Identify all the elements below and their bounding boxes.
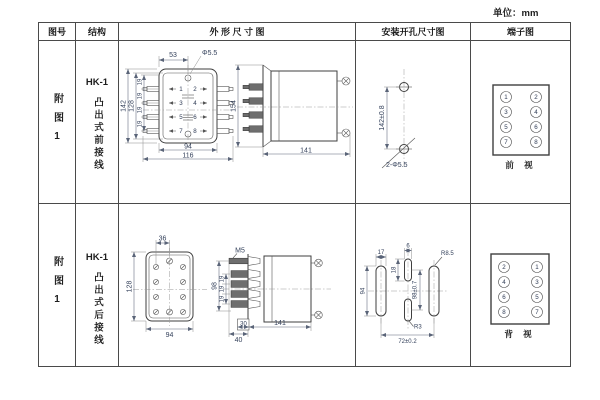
terminal-5: 5 [179, 114, 183, 122]
radius-outer: R8.5 [441, 251, 454, 257]
terminal-6: 6 [193, 114, 197, 122]
term-num: 6 [502, 294, 506, 302]
dim-142-tol: 142±0.8 [379, 105, 386, 131]
dim-pitch: 19 [219, 285, 226, 293]
term-num: 8 [534, 139, 538, 147]
terminal-7: 7 [179, 128, 183, 136]
spec-table [38, 22, 571, 367]
row2-structure-cell [76, 204, 119, 366]
row2-figure-no-cell [39, 204, 76, 366]
dim-30: 30 [240, 321, 247, 328]
term-num: 5 [535, 294, 539, 302]
row1-terminal-diagram [471, 41, 569, 203]
dim-94: 94 [360, 287, 367, 295]
row1-outline-drawing [119, 41, 355, 203]
header-figure-no: 图号 [39, 23, 76, 41]
dim-154: 154 [230, 100, 238, 112]
dim-116: 116 [182, 152, 194, 160]
dim-128: 128 [126, 280, 134, 293]
term-num: 3 [535, 279, 539, 287]
row1-outline-cell [119, 41, 356, 204]
dim-141: 141 [300, 147, 312, 155]
terminal-2: 2 [193, 86, 197, 94]
model-label: HK-1 [85, 252, 109, 263]
row2-outline-cell [119, 204, 356, 366]
dim-40: 40 [234, 337, 243, 344]
term-num: 7 [535, 309, 539, 317]
dim-pitch: 19 [137, 120, 144, 128]
dim-141: 141 [274, 320, 286, 327]
row1-figure-no-cell [39, 41, 76, 204]
row1-front-view [121, 50, 234, 162]
dim-pitch: 19 [137, 78, 144, 86]
terminal-8: 8 [193, 128, 197, 136]
figure-no: 附图1 [51, 256, 63, 314]
figure-no: 附图1 [51, 93, 63, 151]
row2-side-view [212, 248, 332, 345]
dim-128: 128 [128, 100, 136, 112]
screw-label: M5 [235, 247, 245, 255]
header-structure: 结构 [76, 23, 119, 41]
row1-terminal-cell [471, 41, 570, 204]
dim-hole: Φ5.5 [202, 50, 218, 57]
term-num: 4 [502, 279, 506, 287]
dim-pitch: 19 [219, 295, 226, 303]
term-num: 7 [504, 139, 508, 147]
terminal-3: 3 [179, 100, 183, 108]
dim-18: 18 [391, 266, 398, 274]
row2-front-view [127, 236, 208, 340]
dim-36: 36 [158, 235, 167, 243]
row1-structure-cell [76, 41, 119, 204]
dim-94: 94 [184, 143, 192, 151]
row1-mounting-cell [356, 41, 471, 204]
header-mounting-holes: 安装开孔尺寸图 [356, 23, 471, 41]
radius-inner: R3 [414, 324, 422, 331]
structure-label: 凸出式前接线 [92, 97, 103, 172]
header-terminal-diagram: 端子图 [471, 23, 570, 41]
dim-pitch: 19 [137, 106, 144, 114]
dim-17: 17 [377, 250, 385, 256]
holes-label: 2-Φ5.5 [386, 162, 408, 169]
term-num: 1 [504, 94, 508, 102]
header-outline-dims: 外 形 尺 寸 图 [119, 23, 356, 41]
dim-53: 53 [169, 52, 177, 59]
dim-72-tol: 72±0.2 [398, 339, 417, 345]
term-num: 6 [534, 124, 538, 132]
term-num: 4 [534, 109, 538, 117]
dim-98: 98 [211, 282, 219, 290]
term-num: 2 [502, 264, 506, 272]
model-label: HK-1 [85, 77, 109, 88]
dim-98-tol: 98±0.7 [412, 280, 419, 300]
view-label: 前 视 [505, 160, 537, 170]
term-num: 3 [504, 109, 508, 117]
terminal-4: 4 [193, 100, 197, 108]
term-num: 1 [535, 264, 539, 272]
row1-mounting-drawing [356, 41, 470, 203]
term-num: 8 [502, 309, 506, 317]
row2-terminal-cell [471, 204, 570, 366]
view-label: 背 视 [504, 329, 536, 339]
terminal-1: 1 [179, 86, 183, 94]
dim-pitch: 19 [219, 275, 226, 283]
structure-label: 凸出式后接线 [92, 272, 103, 347]
term-num: 5 [504, 124, 508, 132]
row2-outline-drawing [119, 204, 355, 365]
row2-terminal-diagram [471, 204, 569, 365]
dim-6: 6 [406, 243, 410, 250]
dim-pitch: 19 [137, 92, 144, 100]
row1-side-view [231, 65, 354, 157]
dim-94: 94 [165, 332, 174, 339]
dim-142: 142 [120, 100, 128, 112]
row2-mounting-drawing [356, 204, 470, 365]
row2-mounting-cell [356, 204, 471, 366]
term-num: 2 [534, 94, 538, 102]
unit-label: 单位：mm [493, 8, 539, 19]
